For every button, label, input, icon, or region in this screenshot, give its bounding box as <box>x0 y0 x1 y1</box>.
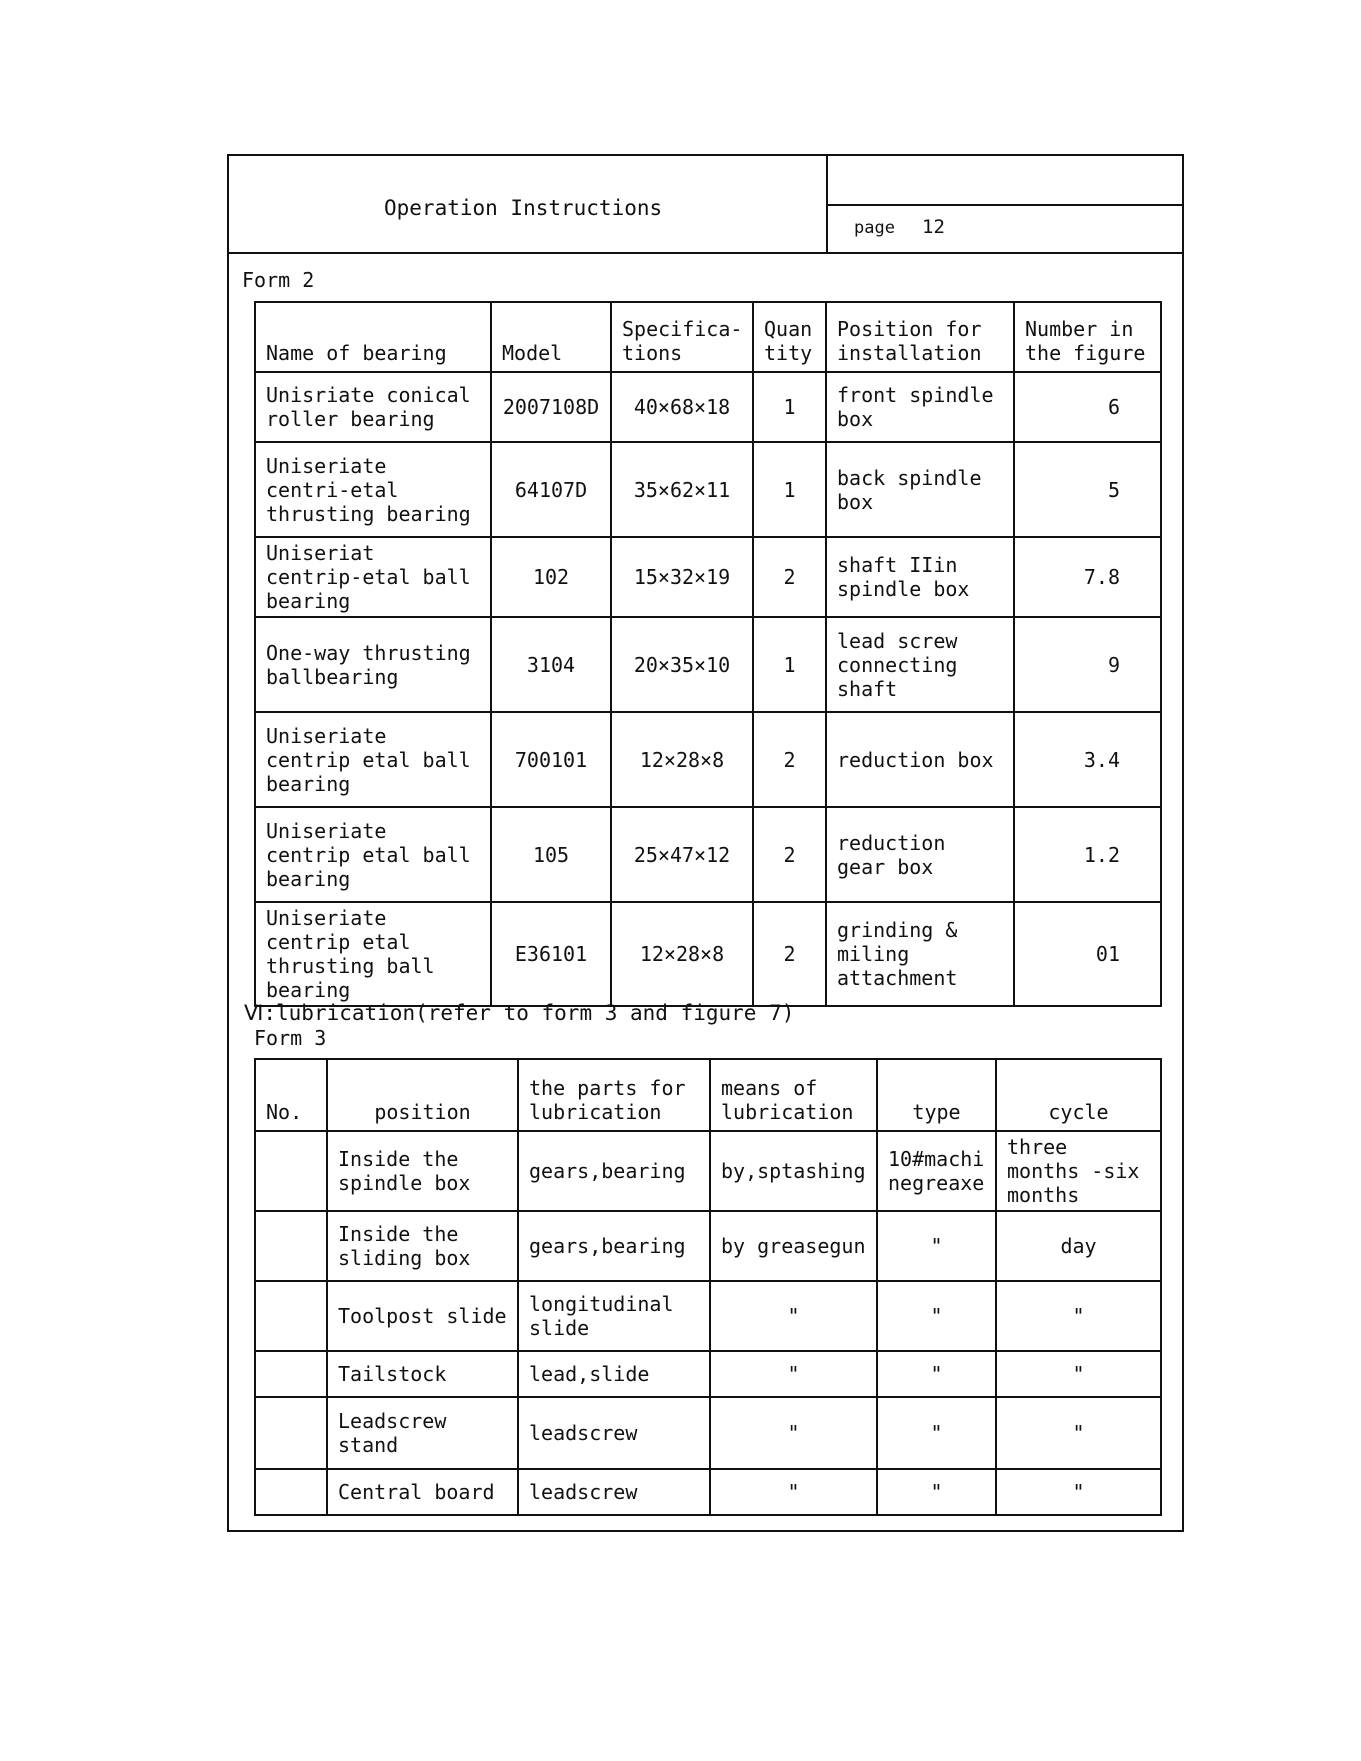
bearing-position: grinding & miling attachment <box>826 902 1014 1006</box>
bearing-position: back spindle box <box>826 442 1014 537</box>
bearing-model: 2007108D <box>491 372 611 442</box>
lube-parts: gears,bearing <box>518 1211 710 1281</box>
bearing-model: 105 <box>491 807 611 902</box>
table-row <box>255 712 1161 807</box>
table-row <box>255 537 1161 617</box>
col-cycle: cycle <box>996 1059 1161 1131</box>
bearing-model: 3104 <box>491 617 611 712</box>
bearing-position: front spindle box <box>826 372 1014 442</box>
lube-cycle: " <box>996 1351 1161 1397</box>
lubrication-section-title: Ⅵ:lubrication(refer to form 3 and figure 7) <box>244 1001 795 1025</box>
bearing-name: One-way thrusting ballbearing <box>255 617 491 712</box>
lube-position: Inside the spindle box <box>327 1131 518 1211</box>
col-parts: the parts for lubrication <box>518 1059 710 1131</box>
bearing-figure-number: 3.4 <box>1014 712 1161 807</box>
lube-position: Tailstock <box>327 1351 518 1397</box>
bearing-table-header <box>255 302 1161 372</box>
lube-no <box>255 1351 327 1397</box>
bearing-quantity: 2 <box>753 807 826 902</box>
lube-type: " <box>877 1397 996 1469</box>
lube-cycle: " <box>996 1469 1161 1515</box>
table-row <box>255 1211 1161 1281</box>
lube-type: " <box>877 1211 996 1281</box>
bearing-name: Uniseriate centrip etal ball bearing <box>255 807 491 902</box>
col-means: means of lubrication <box>710 1059 877 1131</box>
bearing-spec: 15×32×19 <box>611 537 753 617</box>
lube-position: Leadscrew stand <box>327 1397 518 1469</box>
lube-cycle: " <box>996 1281 1161 1351</box>
table-row <box>255 617 1161 712</box>
bearing-position: reduction box <box>826 712 1014 807</box>
lube-type: " <box>877 1351 996 1397</box>
lubrication-table <box>254 1058 1162 1516</box>
bearing-position: lead screw connecting shaft <box>826 617 1014 712</box>
bearing-spec: 35×62×11 <box>611 442 753 537</box>
table-row <box>255 372 1161 442</box>
bearing-spec: 25×47×12 <box>611 807 753 902</box>
bearing-name: Uniseriate centrip etal thrusting ball bearing <box>255 902 491 1006</box>
col-number-in-figure: Number in the figure <box>1014 302 1161 372</box>
table-row <box>255 1131 1161 1211</box>
bearing-model: 102 <box>491 537 611 617</box>
header-right-divider <box>826 204 1182 206</box>
bearing-position: reduction gear box <box>826 807 1014 902</box>
bearing-spec: 12×28×8 <box>611 712 753 807</box>
col-model: Model <box>491 302 611 372</box>
bearing-position: shaft IIin spindle box <box>826 537 1014 617</box>
bearing-figure-number: 7.8 <box>1014 537 1161 617</box>
col-specifications: Specifica-tions <box>611 302 753 372</box>
lube-position: Central board <box>327 1469 518 1515</box>
bearing-name: Uniseriate centri-etal thrusting bearing <box>255 442 491 537</box>
bearing-spec: 40×68×18 <box>611 372 753 442</box>
lube-no <box>255 1469 327 1515</box>
lube-means: " <box>710 1397 877 1469</box>
bearing-name: Unisriate conical roller bearing <box>255 372 491 442</box>
bearing-spec: 12×28×8 <box>611 902 753 1006</box>
lube-means: by,sptashing <box>710 1131 877 1211</box>
bearing-model: 64107D <box>491 442 611 537</box>
bearing-figure-number: 6 <box>1014 372 1161 442</box>
document-frame <box>227 154 1184 1532</box>
table-row <box>255 1397 1161 1469</box>
header-divider <box>229 252 1182 254</box>
bearing-quantity: 1 <box>753 372 826 442</box>
lube-type: " <box>877 1469 996 1515</box>
bearing-spec: 20×35×10 <box>611 617 753 712</box>
lube-no <box>255 1281 327 1351</box>
document-title: Operation Instructions <box>384 196 663 220</box>
lube-position: Toolpost slide <box>327 1281 518 1351</box>
lube-parts: gears,bearing <box>518 1131 710 1211</box>
bearing-quantity: 2 <box>753 902 826 1006</box>
form3-label: Form 3 <box>254 1026 327 1050</box>
lube-parts: longitudinal slide <box>518 1281 710 1351</box>
bearing-name: Uniseriate centrip etal ball bearing <box>255 712 491 807</box>
bearing-model: 700101 <box>491 712 611 807</box>
lube-type: 10#machi negreaxe <box>877 1131 996 1211</box>
lube-no <box>255 1211 327 1281</box>
bearing-figure-number: 5 <box>1014 442 1161 537</box>
page-label: page <box>854 218 895 238</box>
lube-means: " <box>710 1351 877 1397</box>
bearing-figure-number: 9 <box>1014 617 1161 712</box>
col-no: No. <box>255 1059 327 1131</box>
lube-type: " <box>877 1281 996 1351</box>
table-row <box>255 1281 1161 1351</box>
lube-no <box>255 1397 327 1469</box>
bearing-figure-number: 1.2 <box>1014 807 1161 902</box>
lubrication-table-header <box>255 1059 1161 1131</box>
col-quantity: Quan tity <box>753 302 826 372</box>
lube-means: by greasegun <box>710 1211 877 1281</box>
bearing-model: E36101 <box>491 902 611 1006</box>
lube-parts: lead,slide <box>518 1351 710 1397</box>
table-row <box>255 902 1161 1006</box>
page-number: 12 <box>922 216 945 238</box>
bearing-table <box>254 301 1162 1007</box>
lube-cycle: three months -six months <box>996 1131 1161 1211</box>
lube-no <box>255 1131 327 1211</box>
table-row <box>255 1469 1161 1515</box>
bearing-quantity: 2 <box>753 537 826 617</box>
bearing-quantity: 2 <box>753 712 826 807</box>
col-position: position <box>327 1059 518 1131</box>
col-position: Position for installation <box>826 302 1014 372</box>
form2-label: Form 2 <box>242 268 315 292</box>
bearing-figure-number: 01 <box>1014 902 1161 1006</box>
lube-parts: leadscrew <box>518 1397 710 1469</box>
bearing-name: Uniseriat centrip-etal ball bearing <box>255 537 491 617</box>
lube-parts: leadscrew <box>518 1469 710 1515</box>
table-row <box>255 442 1161 537</box>
lube-position: Inside the sliding box <box>327 1211 518 1281</box>
col-type: type <box>877 1059 996 1131</box>
lube-cycle: " <box>996 1397 1161 1469</box>
bearing-quantity: 1 <box>753 617 826 712</box>
lube-cycle: day <box>996 1211 1161 1281</box>
table-row <box>255 1351 1161 1397</box>
bearing-quantity: 1 <box>753 442 826 537</box>
lube-means: " <box>710 1469 877 1515</box>
lube-means: " <box>710 1281 877 1351</box>
col-name-of-bearing: Name of bearing <box>255 302 491 372</box>
table-row <box>255 807 1161 902</box>
